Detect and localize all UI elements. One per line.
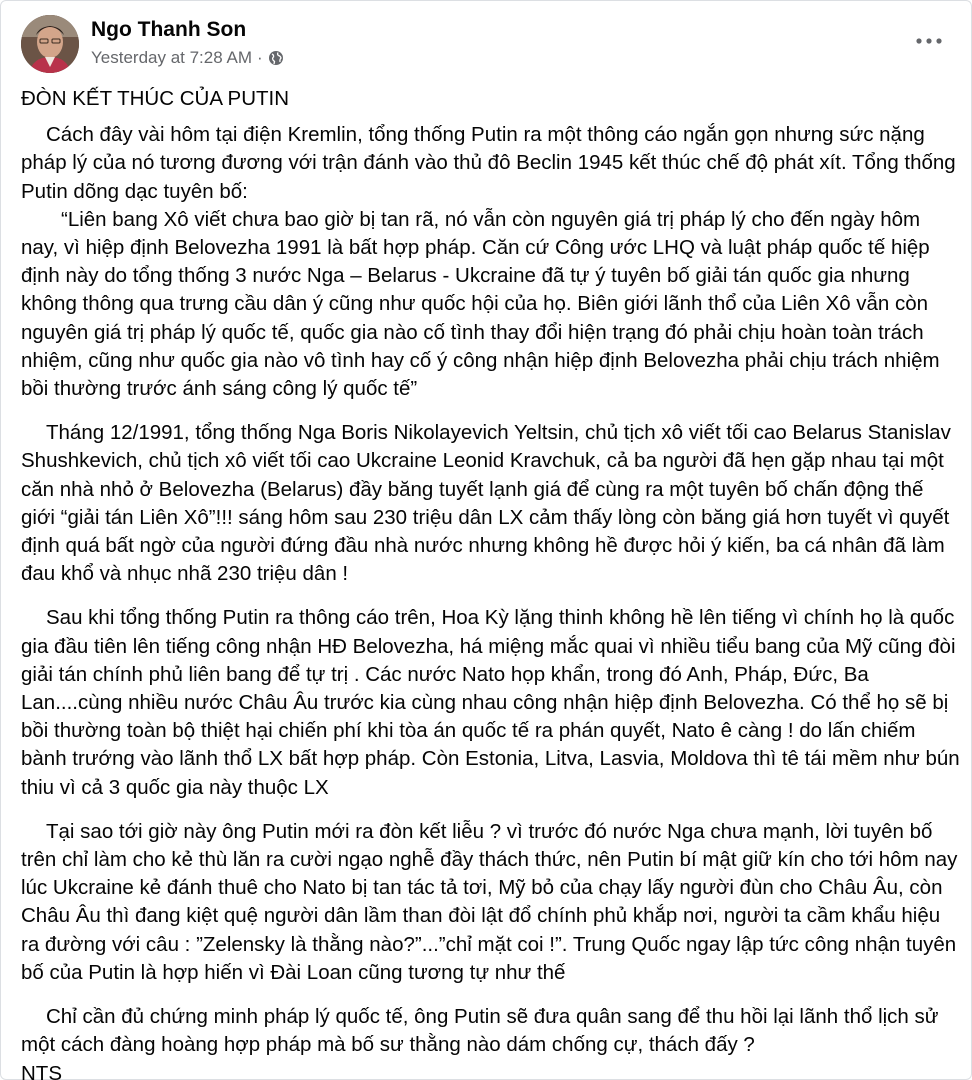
- paragraph-reaction: Sau khi tổng thống Putin ra thông cáo trên, Hoa Kỳ lặng thinh không hề lên tiếng vì chính họ là quốc gia đầu tiên lên tiếng công nhận HĐ Belovezha, há miệng mắc quai vì nhiều tiểu bang của Mỹ cũng đòi giải tán chính phủ liên bang để tự trị . Các nước Nato họp khẩn, trong đó Anh, Pháp, Đức, Ba Lan....cùng nhiều nước Châu Âu trước kia cùng nhau công nhận hiệp định Belovezha. Có thể họ sẽ bị bồi thường toàn bộ thiệt hại chiến phí khi tòa án quốc tế ra phán quyết, Nato ê càng ! do lấn chiếm bành trướng vào lãnh thổ LX bất hợp pháp. Còn Estonia, Litva, Lasvia, Moldova thì tê tái mềm như bún thiu vì cả 3 quốc gia này thuộc LX: [21, 606, 960, 799]
- author-name[interactable]: Ngo Thanh Son: [91, 18, 247, 41]
- globe-icon[interactable]: [268, 50, 284, 66]
- paragraph-history: Tháng 12/1991, tổng thống Nga Boris Nikolayevich Yeltsin, chủ tịch xô viết tối cao Belarus Stanislav Shushkevich, chủ tịch xô viết tối cao Ukcraine Leonid Kravchuk, cả ba người đã hẹn gặp nhau tại một căn nhà nhỏ ở Belovezha (Belarus) đầy băng tuyết lạnh giá để cùng ra một tuyên bố chấn động thế giới “giải tán Liên Xô”!!! sáng hôm sau 230 triệu dân LX cảm thấy lòng còn băng giá hơn tuyết vì quyết định quá bất ngờ của người đứng đầu nhà nước nhưng không hề được hỏi ý kiến, ba cá nhân đã làm đau khổ và nhục nhã 230 triệu dân !: [21, 421, 951, 586]
- more-options-icon[interactable]: [911, 27, 947, 55]
- avatar-image: [21, 15, 79, 73]
- post-body: [21, 85, 961, 1080]
- author-avatar[interactable]: [21, 15, 79, 73]
- meta-separator: ·: [256, 48, 263, 67]
- post-signature: NTS: [21, 1061, 62, 1080]
- paragraph-quote: “Liên bang Xô viết chưa bao giờ bị tan rã, nó vẫn còn nguyên giá trị pháp lý cho đến ngày hôm nay, vì hiệp định Belovezha 1991 là bất hợp pháp. Căn cứ Công ước LHQ và luật pháp quốc tế hiệp định này do tổng thống 3 nước Nga – Belarus - Ukcraine đã tự ý tuyên bố giải tán quốc gia nhưng không thông qua trưng cầu dân ý cũng như quốc hội của họ. Biên giới lãnh thổ của Liên Xô vẫn còn nguyên giá trị pháp lý quốc tế, quốc gia nào cố tình thay đổi hiện trạng đó phải chịu hoàn toàn trách nhiệm, cũng như quốc gia nào vô tình hay cố ý công nhận hiệp định Belovezha phải chịu trách nhiệm bồi thường trước ánh sáng công lý quốc tế”: [21, 207, 940, 401]
- post-meta: [91, 48, 284, 68]
- paragraph-intro: Cách đây vài hôm tại điện Kremlin, tổng thống Putin ra một thông cáo ngắn gọn nhưng sức nặng pháp lý của nó tương đương với trận đánh vào thủ đô Beclin 1945 kết thúc chế độ phát xít. Tổng thống Putin dõng dạc tuyên bố:: [21, 123, 956, 203]
- post-title: ĐÒN KẾT THÚC CỦA PUTIN: [21, 87, 290, 110]
- paragraph-conclusion: Chỉ cần đủ chứng minh pháp lý quốc tế, ông Putin sẽ đưa quân sang để thu hồi lại lãnh thổ lịch sử một cách đàng hoàng hợp pháp mà bố sư thằng nào dám chống cự, thách đấy ?: [21, 1005, 939, 1057]
- paragraph-why-now: Tại sao tới giờ này ông Putin mới ra đòn kết liễu ? vì trước đó nước Nga chưa mạnh, lời tuyên bố trên chỉ làm cho kẻ thù lăn ra cười ngạo nghễ đầy thách thức, nên Putin bí mật giữ kín cho tới hôm nay lúc Ukcraine kẻ đánh thuê cho Nato bị tan tác tả tơi, Mỹ bỏ của chạy lấy người đùn cho Châu Âu, còn Châu Âu thì đang kiệt quệ người dân lầm than đòi lật đổ chính phủ khắp nơi, người ta cầm khẩu hiệu ra đường với câu : ”Zelensky là thằng nào?”...”chỉ mặt coi !”. Trung Quốc ngay lập tức công nhận tuyên bố của Putin là hợp hiến vì Đài Loan cũng tương tự như thế: [21, 819, 958, 984]
- post-timestamp[interactable]: Yesterday at 7:28 AM: [91, 48, 252, 67]
